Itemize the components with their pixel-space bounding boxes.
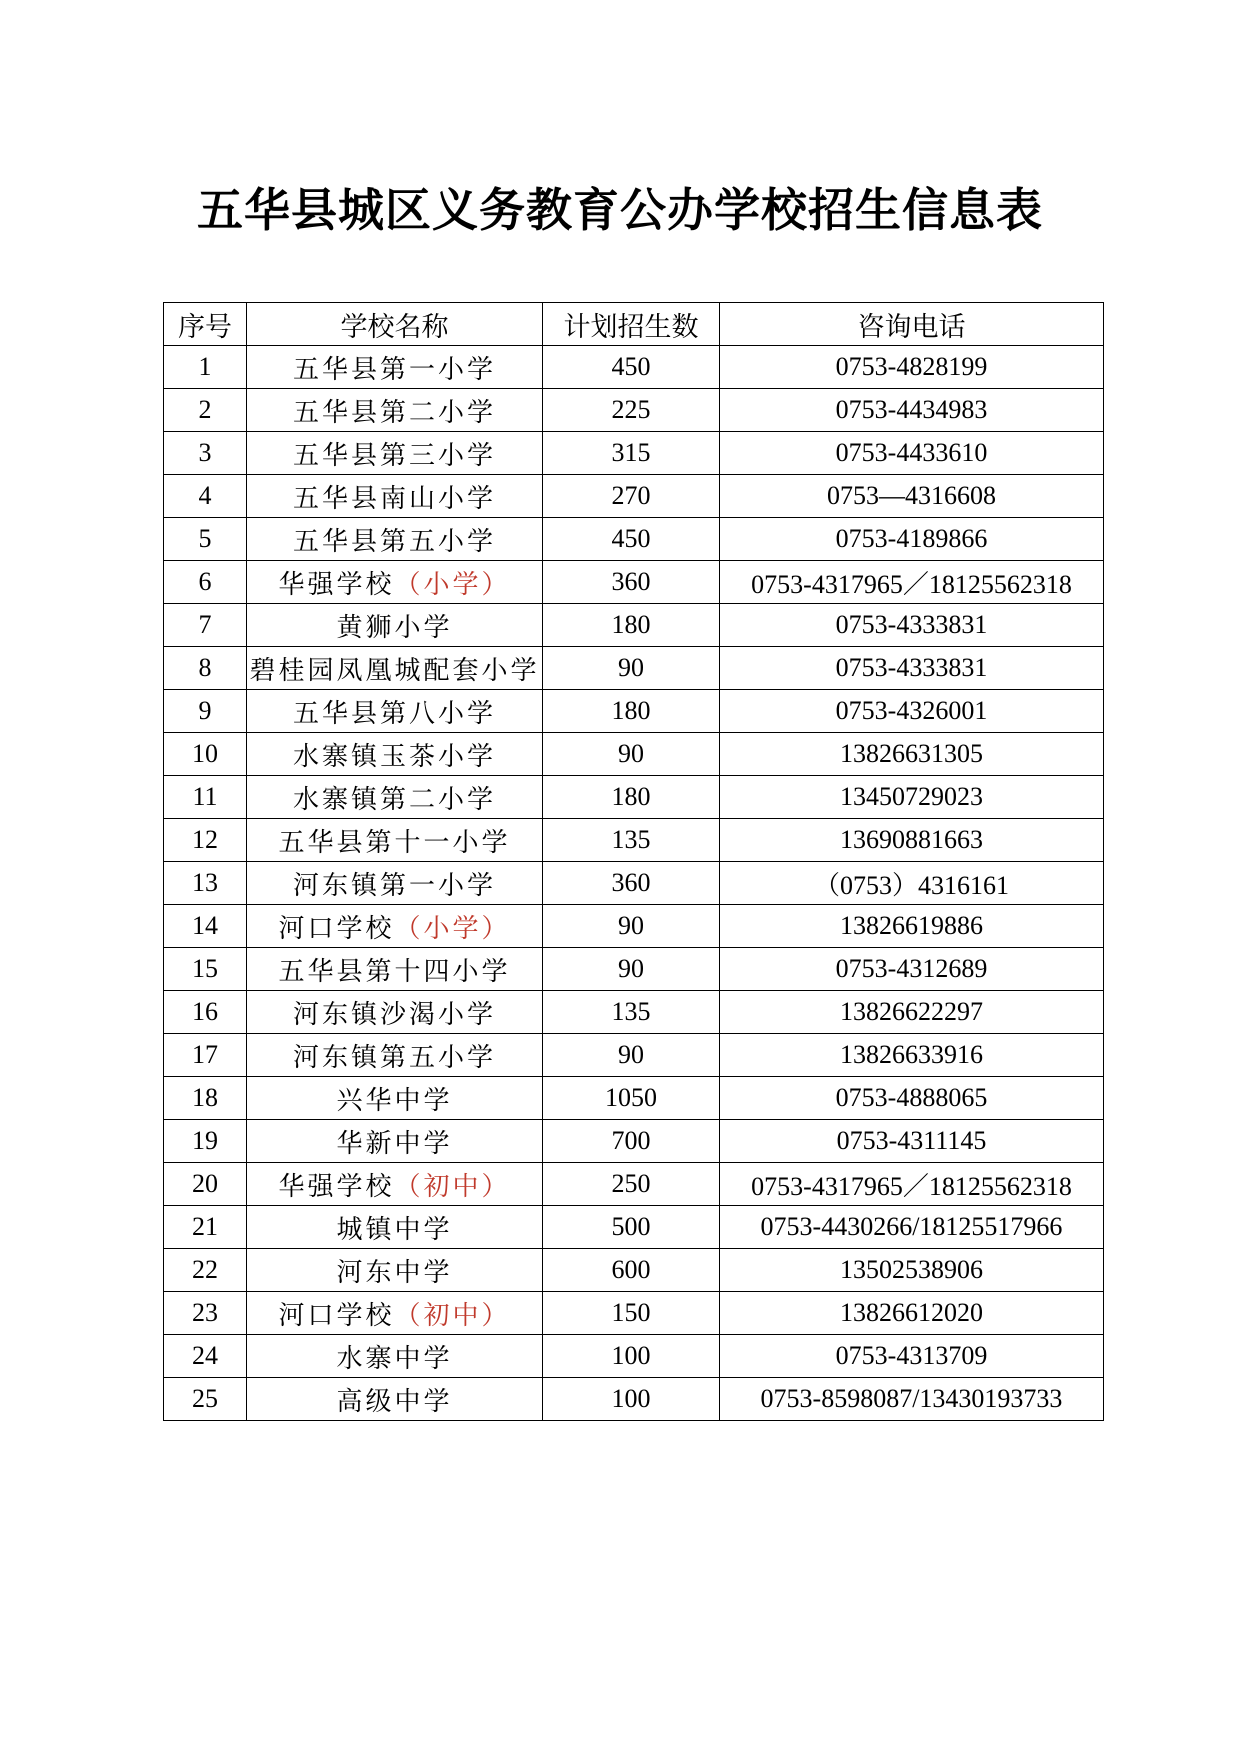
planned-count: 135	[543, 991, 720, 1034]
consult-phone: 0753-8598087/13430193733	[720, 1378, 1104, 1421]
consult-phone: 0753-4313709	[720, 1335, 1104, 1378]
consult-phone: 0753-4317965／18125562318	[720, 561, 1104, 604]
row-number: 18	[164, 1077, 247, 1120]
school-name: 河东镇第一小学	[292, 870, 496, 901]
table-row	[164, 1206, 1104, 1249]
row-number: 19	[164, 1120, 247, 1163]
row-number: 20	[164, 1163, 247, 1206]
row-number: 8	[164, 647, 247, 690]
consult-phone: 0753—4316608	[720, 475, 1104, 518]
table-row	[164, 1249, 1104, 1292]
consult-phone: 0753-4317965／18125562318	[720, 1163, 1104, 1206]
table-row	[164, 389, 1104, 432]
table-row	[164, 690, 1104, 733]
consult-phone: 0753-4888065	[720, 1077, 1104, 1120]
planned-count: 250	[543, 1163, 720, 1206]
row-number: 7	[164, 604, 247, 647]
school-name-cell	[247, 862, 543, 905]
consult-phone: 13826633916	[720, 1034, 1104, 1077]
school-name: 河东镇沙渴小学	[292, 999, 496, 1030]
school-name: 黄狮小学	[336, 612, 453, 643]
consult-phone: 0753-4434983	[720, 389, 1104, 432]
school-name: 五华县第十四小学	[278, 956, 511, 987]
school-name: 碧桂园凤凰城配套小学	[249, 655, 540, 686]
school-name: 高级中学	[336, 1386, 453, 1417]
planned-count: 180	[543, 690, 720, 733]
school-level-suffix: （初中）	[394, 1171, 511, 1202]
consult-phone: 13826619886	[720, 905, 1104, 948]
school-name: 五华县第十一小学	[278, 827, 511, 858]
table-row	[164, 991, 1104, 1034]
consult-phone: 0753-4333831	[720, 604, 1104, 647]
school-name: 河东中学	[336, 1257, 453, 1288]
table-row	[164, 1335, 1104, 1378]
table-row	[164, 647, 1104, 690]
school-name-cell	[247, 1206, 543, 1249]
row-number: 3	[164, 432, 247, 475]
planned-count: 360	[543, 561, 720, 604]
planned-count: 135	[543, 819, 720, 862]
row-number: 21	[164, 1206, 247, 1249]
school-name: 五华县第一小学	[292, 354, 496, 385]
school-name: 兴华中学	[336, 1085, 453, 1116]
school-name: 河口学校	[278, 913, 395, 944]
consult-phone: 0753-4333831	[720, 647, 1104, 690]
table-row	[164, 948, 1104, 991]
row-number: 9	[164, 690, 247, 733]
table-row	[164, 819, 1104, 862]
planned-count: 600	[543, 1249, 720, 1292]
consult-phone: 13826612020	[720, 1292, 1104, 1335]
school-name: 水寨镇玉茶小学	[292, 741, 496, 772]
school-name: 河东镇第五小学	[292, 1042, 496, 1073]
table-row	[164, 1120, 1104, 1163]
table-row	[164, 1077, 1104, 1120]
school-name-cell	[247, 1335, 543, 1378]
consult-phone: 0753-4189866	[720, 518, 1104, 561]
table-row	[164, 905, 1104, 948]
school-name-cell	[247, 776, 543, 819]
school-level-suffix: （小学）	[394, 913, 511, 944]
school-level-suffix: （小学）	[394, 569, 511, 600]
table-row	[164, 604, 1104, 647]
row-number: 11	[164, 776, 247, 819]
planned-count: 90	[543, 948, 720, 991]
planned-count: 90	[543, 1034, 720, 1077]
planned-count: 450	[543, 518, 720, 561]
school-name: 华强学校	[278, 1171, 395, 1202]
school-name-cell	[247, 1378, 543, 1421]
school-name-cell	[247, 1034, 543, 1077]
school-name-cell	[247, 518, 543, 561]
school-name-cell	[247, 1077, 543, 1120]
school-name: 城镇中学	[336, 1214, 453, 1245]
row-number: 14	[164, 905, 247, 948]
planned-count: 700	[543, 1120, 720, 1163]
consult-phone: 0753-4326001	[720, 690, 1104, 733]
school-name-cell	[247, 647, 543, 690]
planned-count: 90	[543, 905, 720, 948]
table-row	[164, 432, 1104, 475]
row-number: 23	[164, 1292, 247, 1335]
row-number: 15	[164, 948, 247, 991]
planned-count: 150	[543, 1292, 720, 1335]
school-name: 五华县第二小学	[292, 397, 496, 428]
consult-phone: （0753）4316161	[720, 862, 1104, 905]
school-name-cell	[247, 561, 543, 604]
row-number: 17	[164, 1034, 247, 1077]
table-row	[164, 1163, 1104, 1206]
school-name: 五华县南山小学	[292, 483, 496, 514]
consult-phone: 0753-4430266/18125517966	[720, 1206, 1104, 1249]
school-name-cell	[247, 733, 543, 776]
planned-count: 100	[543, 1378, 720, 1421]
row-number: 22	[164, 1249, 247, 1292]
header-school-name: 学校名称	[247, 303, 543, 346]
consult-phone: 13502538906	[720, 1249, 1104, 1292]
school-name: 华新中学	[336, 1128, 453, 1159]
school-name-cell	[247, 1292, 543, 1335]
school-name-cell	[247, 905, 543, 948]
row-number: 16	[164, 991, 247, 1034]
consult-phone: 0753-4312689	[720, 948, 1104, 991]
table-row	[164, 733, 1104, 776]
planned-count: 270	[543, 475, 720, 518]
planned-count: 500	[543, 1206, 720, 1249]
consult-phone: 13826631305	[720, 733, 1104, 776]
planned-count: 100	[543, 1335, 720, 1378]
school-name-cell	[247, 475, 543, 518]
consult-phone: 13450729023	[720, 776, 1104, 819]
row-number: 5	[164, 518, 247, 561]
row-number: 12	[164, 819, 247, 862]
school-name-cell	[247, 948, 543, 991]
consult-phone: 0753-4311145	[720, 1120, 1104, 1163]
table-row	[164, 862, 1104, 905]
row-number: 10	[164, 733, 247, 776]
planned-count: 1050	[543, 1077, 720, 1120]
school-name-cell	[247, 819, 543, 862]
row-number: 1	[164, 346, 247, 389]
row-number: 4	[164, 475, 247, 518]
row-number: 25	[164, 1378, 247, 1421]
header-no: 序号	[164, 303, 247, 346]
school-name: 五华县第八小学	[292, 698, 496, 729]
planned-count: 90	[543, 733, 720, 776]
header-phone: 咨询电话	[720, 303, 1104, 346]
table-row	[164, 561, 1104, 604]
school-name-cell	[247, 346, 543, 389]
consult-phone: 0753-4433610	[720, 432, 1104, 475]
consult-phone: 0753-4828199	[720, 346, 1104, 389]
table-row	[164, 1034, 1104, 1077]
row-number: 6	[164, 561, 247, 604]
planned-count: 360	[543, 862, 720, 905]
school-name-cell	[247, 1120, 543, 1163]
school-name-cell	[247, 1163, 543, 1206]
header-row	[164, 303, 1104, 346]
table-row	[164, 1378, 1104, 1421]
table-body	[164, 346, 1104, 1421]
planned-count: 450	[543, 346, 720, 389]
consult-phone: 13690881663	[720, 819, 1104, 862]
consult-phone: 13826622297	[720, 991, 1104, 1034]
table-row	[164, 475, 1104, 518]
school-level-suffix: （初中）	[394, 1300, 511, 1331]
school-name-cell	[247, 432, 543, 475]
row-number: 2	[164, 389, 247, 432]
school-name-cell	[247, 389, 543, 432]
header-planned-count: 计划招生数	[543, 303, 720, 346]
school-name: 五华县第三小学	[292, 440, 496, 471]
school-name-cell	[247, 690, 543, 733]
school-name: 水寨镇第二小学	[292, 784, 496, 815]
table-row	[164, 776, 1104, 819]
school-name-cell	[247, 991, 543, 1034]
planned-count: 180	[543, 776, 720, 819]
planned-count: 315	[543, 432, 720, 475]
school-name: 五华县第五小学	[292, 526, 496, 557]
school-name: 河口学校	[278, 1300, 395, 1331]
planned-count: 180	[543, 604, 720, 647]
document-title: 五华县城区义务教育公办学校招生信息表	[197, 183, 1043, 237]
row-number: 24	[164, 1335, 247, 1378]
school-name-cell	[247, 604, 543, 647]
table-row	[164, 346, 1104, 389]
planned-count: 225	[543, 389, 720, 432]
school-name: 水寨中学	[336, 1343, 453, 1374]
school-name-cell	[247, 1249, 543, 1292]
table-row	[164, 1292, 1104, 1335]
table-header	[164, 303, 1104, 346]
planned-count: 90	[543, 647, 720, 690]
table-row	[164, 518, 1104, 561]
row-number: 13	[164, 862, 247, 905]
school-name: 华强学校	[278, 569, 395, 600]
enrollment-table	[163, 302, 1104, 1421]
